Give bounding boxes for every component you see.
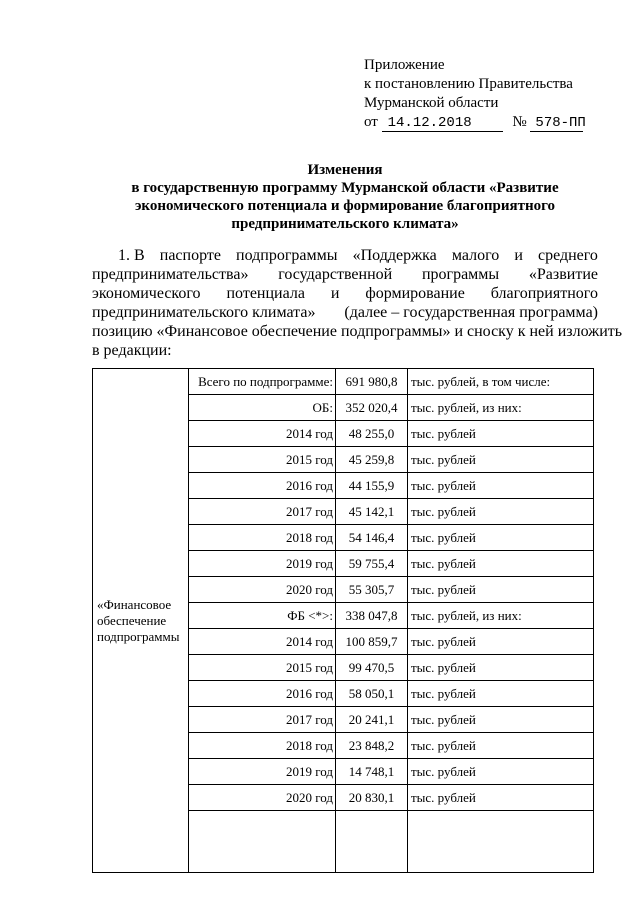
para-word: и: [330, 285, 340, 302]
para-word: подпрограммы: [236, 247, 338, 264]
row-value: 45 142,1: [336, 499, 408, 525]
appendix-number: 578-ПП: [530, 115, 583, 132]
row-label: 2018 год: [189, 733, 336, 759]
row-label: 2019 год: [189, 551, 336, 577]
para-word: формирование: [365, 285, 465, 302]
row-value: 20 830,1: [336, 785, 408, 811]
para-word: (далее – государственная программа): [344, 304, 598, 321]
document-title: [92, 161, 598, 233]
para-word: паспорте: [159, 247, 221, 264]
para-line-4: [92, 303, 598, 322]
para-word: «Поддержка: [352, 247, 437, 264]
row-unit: тыс. рублей, из них:: [408, 395, 594, 421]
row-unit: тыс. рублей: [408, 733, 594, 759]
para-word: «Развитие: [528, 266, 598, 283]
row-unit: тыс. рублей: [408, 551, 594, 577]
empty-cell: [336, 811, 408, 873]
row-label: 2014 год: [189, 421, 336, 447]
para-line-1: [92, 246, 598, 265]
row-value: 44 155,9: [336, 473, 408, 499]
financing-table: [92, 368, 594, 873]
row-value: 352 020,4: [336, 395, 408, 421]
para-word: и: [514, 247, 523, 264]
row-value: 100 859,7: [336, 629, 408, 655]
row-label: 2015 год: [189, 447, 336, 473]
para-word: малого: [451, 247, 500, 264]
para-line-2: [92, 265, 598, 284]
empty-cell: [408, 811, 594, 873]
row-unit: тыс. рублей, из них:: [408, 603, 594, 629]
row-label: 2016 год: [189, 681, 336, 707]
para-word: предпринимательского климата»: [92, 304, 316, 321]
para-line-5: позицию «Финансовое обеспечение подпрограммы» и сноску к ней изложить: [92, 323, 623, 340]
row-unit: тыс. рублей, в том числе:: [408, 369, 594, 395]
para-word: среднего: [537, 247, 598, 264]
row-label: ФБ <*>:: [189, 603, 336, 629]
row-unit: тыс. рублей: [408, 473, 594, 499]
para-word: государственной: [278, 266, 393, 283]
appendix-line-3: Мурманской области: [364, 95, 499, 111]
row-unit: тыс. рублей: [408, 577, 594, 603]
row-value: 691 980,8: [336, 369, 408, 395]
row-value: 58 050,1: [336, 681, 408, 707]
row-value: 14 748,1: [336, 759, 408, 785]
row-label: 2015 год: [189, 655, 336, 681]
para-line-6: в редакции:: [92, 342, 172, 359]
row-value: 338 047,8: [336, 603, 408, 629]
row-value: 45 259,8: [336, 447, 408, 473]
row-label: 2017 год: [189, 499, 336, 525]
row-unit: тыс. рублей: [408, 785, 594, 811]
row-label: 2014 год: [189, 629, 336, 655]
row-unit: тыс. рублей: [408, 499, 594, 525]
appendix-from-label: от: [364, 114, 378, 130]
row-label: 2020 год: [189, 577, 336, 603]
row-label: 2020 год: [189, 785, 336, 811]
para-word: 1. В: [118, 247, 145, 264]
title-line-4: предпринимательского климата»: [231, 216, 459, 232]
row-value: 59 755,4: [336, 551, 408, 577]
row-unit: тыс. рублей: [408, 655, 594, 681]
appendix-date: 14.12.2018: [382, 115, 503, 132]
row-unit: тыс. рублей: [408, 447, 594, 473]
row-label: 2017 год: [189, 707, 336, 733]
row-unit: тыс. рублей: [408, 421, 594, 447]
table-row: [93, 369, 594, 395]
para-word: потенциала: [226, 285, 305, 302]
row-label: Всего по подпрограмме:: [189, 369, 336, 395]
para-word: предпринимательства»: [92, 266, 249, 283]
row-value: 23 848,2: [336, 733, 408, 759]
row-unit: тыс. рублей: [408, 525, 594, 551]
title-line-2: в государственную программу Мурманской области «Развитие: [131, 180, 559, 196]
row-label: ОБ:: [189, 395, 336, 421]
appendix-line-1: Приложение: [364, 57, 445, 73]
title-line-3: экономического потенциала и формирование благоприятного: [134, 198, 556, 214]
row-value: 48 255,0: [336, 421, 408, 447]
row-unit: тыс. рублей: [408, 759, 594, 785]
row-label: 2018 год: [189, 525, 336, 551]
appendix-block: [364, 56, 594, 132]
row-label: 2019 год: [189, 759, 336, 785]
row-value: 54 146,4: [336, 525, 408, 551]
title-line-1: Изменения: [307, 162, 383, 178]
appendix-line-2: к постановлению Правительства: [364, 76, 573, 92]
appendix-number-sign: №: [512, 114, 527, 130]
row-unit: тыс. рублей: [408, 629, 594, 655]
row-value: 55 305,7: [336, 577, 408, 603]
empty-cell: [189, 811, 336, 873]
row-unit: тыс. рублей: [408, 707, 594, 733]
para-word: программы: [421, 266, 500, 283]
row-unit: тыс. рублей: [408, 681, 594, 707]
row-value: 20 241,1: [336, 707, 408, 733]
para-line-3: [92, 284, 598, 303]
body-paragraph: [92, 246, 623, 360]
para-word: благоприятного: [490, 285, 598, 302]
financing-row-header: «Финансовое обеспечение подпрограммы: [93, 369, 189, 873]
para-word: экономического: [92, 285, 201, 302]
appendix-date-line: [364, 113, 594, 132]
row-value: 99 470,5: [336, 655, 408, 681]
row-label: 2016 год: [189, 473, 336, 499]
